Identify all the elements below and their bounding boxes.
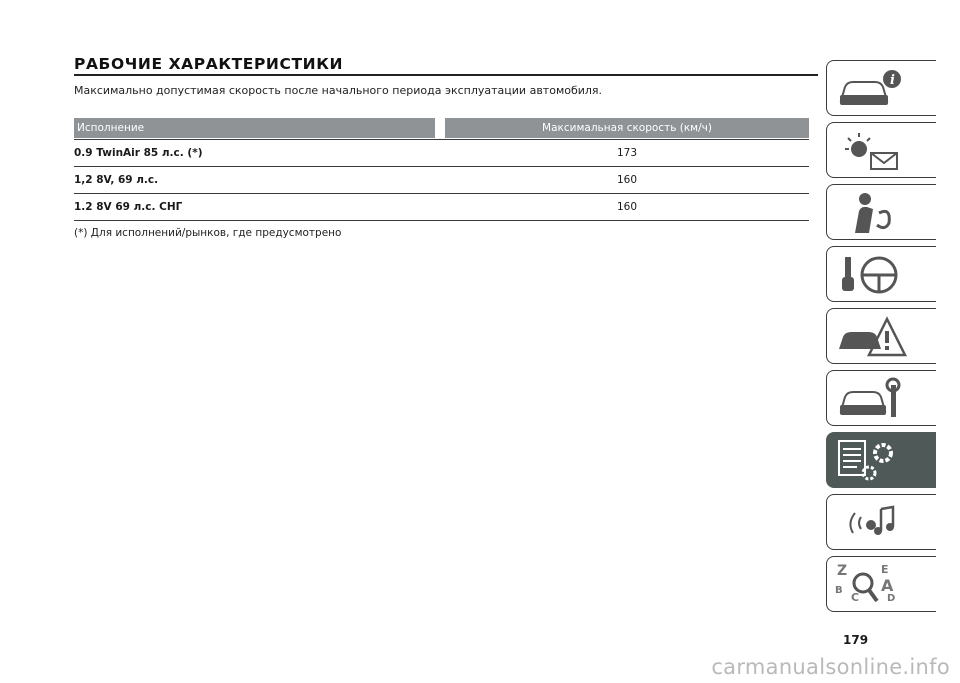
table-header-performance: Исполнение [74,118,435,138]
table-footnote: (*) Для исполнений/рынков, где предусмотрено [74,227,342,239]
svg-text:C: C [851,591,860,604]
title-rule [74,74,818,76]
car-info-icon [835,65,925,111]
page-subtitle: Максимально допустимая скорость после начального периода эксплуатации автомобиля. [74,84,603,97]
chapter-tab-starting[interactable] [826,246,936,302]
safety-airbag-icon [835,189,925,235]
chapter-tab-dashboard[interactable] [826,60,936,116]
multimedia-icon [835,499,925,545]
chapter-tab-index[interactable] [826,556,936,612]
chapter-tab-warnings[interactable] [826,122,936,178]
table-cell-version: 1.2 8V 69 л.с. СНГ [74,201,183,213]
table-header-max-speed: Максимальная скорость (км/ч) [445,118,809,138]
table-cell-speed: 173 [616,147,638,159]
svg-text:A: A [881,576,894,595]
chapter-tab-multimedia[interactable] [826,494,936,550]
car-maintenance-wrench-icon [835,375,925,421]
watermark: carmanualsonline.info [711,655,950,679]
table-cell-speed: 160 [616,174,638,186]
svg-text:E: E [881,563,889,576]
page-number: 179 [843,633,869,647]
table-cell-version: 1,2 8V, 69 л.с. [74,174,159,186]
warning-lights-messages-icon [835,127,925,173]
chapter-tab-maintenance[interactable] [826,370,936,426]
specifications-gears-icon [835,437,925,483]
table-row [74,167,809,194]
chapter-tab-emergency[interactable] [826,308,936,364]
svg-text:i: i [890,73,895,88]
chapter-tab-safety[interactable] [826,184,936,240]
page-title: РАБОЧИЕ ХАРАКТЕРИСТИКИ [74,55,344,73]
table-row [74,140,809,167]
table-cell-speed: 160 [616,201,638,213]
table-cell-version: 0.9 TwinAir 85 л.с. (*) [74,147,203,159]
table-row [74,194,809,221]
key-steering-wheel-icon [835,251,925,297]
alphabetical-index-icon [835,561,925,607]
svg-text:D: D [887,593,896,604]
car-accident-warning-icon [835,313,925,359]
svg-text:Z: Z [837,563,848,579]
chapter-tab-specifications[interactable] [826,432,936,488]
svg-text:B: B [835,585,843,596]
